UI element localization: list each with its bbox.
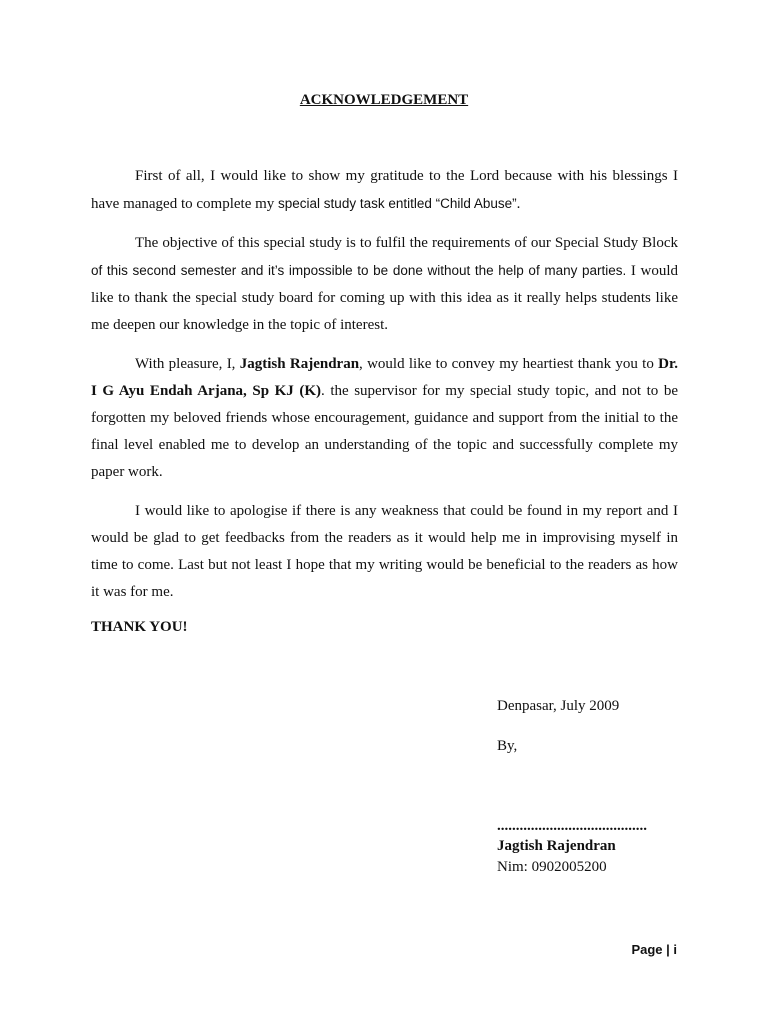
paragraph-1-text-c: . [516,196,521,212]
signature-by: By, [497,738,518,754]
paragraph-3-text-a: With pleasure, I, [135,356,240,372]
signature-name: Jagtish Rajendran [497,838,616,854]
paragraph-4: I would like to apologise if there is any weakness that could be found in my report and I would be glad to get feedbacks from the readers as it would help me in improvising myself in time to come. Last but not least I hope that my writing would be beneficial to the readers as how it was for me. [91,503,678,600]
author-name-inline: Jagtish Rajendran [239,356,360,372]
paragraph-2-text-c: I would like to thank the special study board for coming up with this idea as it really helps students like me deepen our knowledge in the topic of interest. [91,263,679,333]
paragraph-3-text-b: , would like to convey my heartiest thank you to [359,356,659,372]
paragraph-3-text-c: . the supervisor for my special study topic, and not to be forgotten my beloved friends whose encouragement, guidance and support from the initial to the final level enabled me to develop an understanding of the topic and successfully complete my paper work. [91,383,678,480]
paragraph-1-study-title: special study task entitled “Child Abuse” [278,196,517,211]
paragraph-2-text-b: of this second semester and it’s impossible to be done without the help of many parties. [91,263,627,278]
signature-line: ........................................ [497,818,647,834]
paragraph-2-text-a: The objective of this special study is to fulfil the requirements of our Special Study Block [135,235,678,251]
student-nim: Nim: 0902005200 [497,859,607,875]
paragraph-1-text-a: First of all, I would like to show my gratitude to the Lord because with his blessings I have managed to complete my [91,168,678,212]
body-text [91,163,678,618]
paragraph-1 [91,163,678,218]
page-title: ACKNOWLEDGEMENT [299,92,469,108]
place-date: Denpasar, July 2009 [497,698,620,714]
paragraph-2 [91,230,678,339]
page-number: Page | i [631,942,677,957]
thank-you-heading: THANK YOU! [91,619,188,635]
supervisor-name: Dr. I G Ayu Endah Arjana, Sp KJ (K) [91,356,678,399]
paragraph-3 [91,351,678,486]
